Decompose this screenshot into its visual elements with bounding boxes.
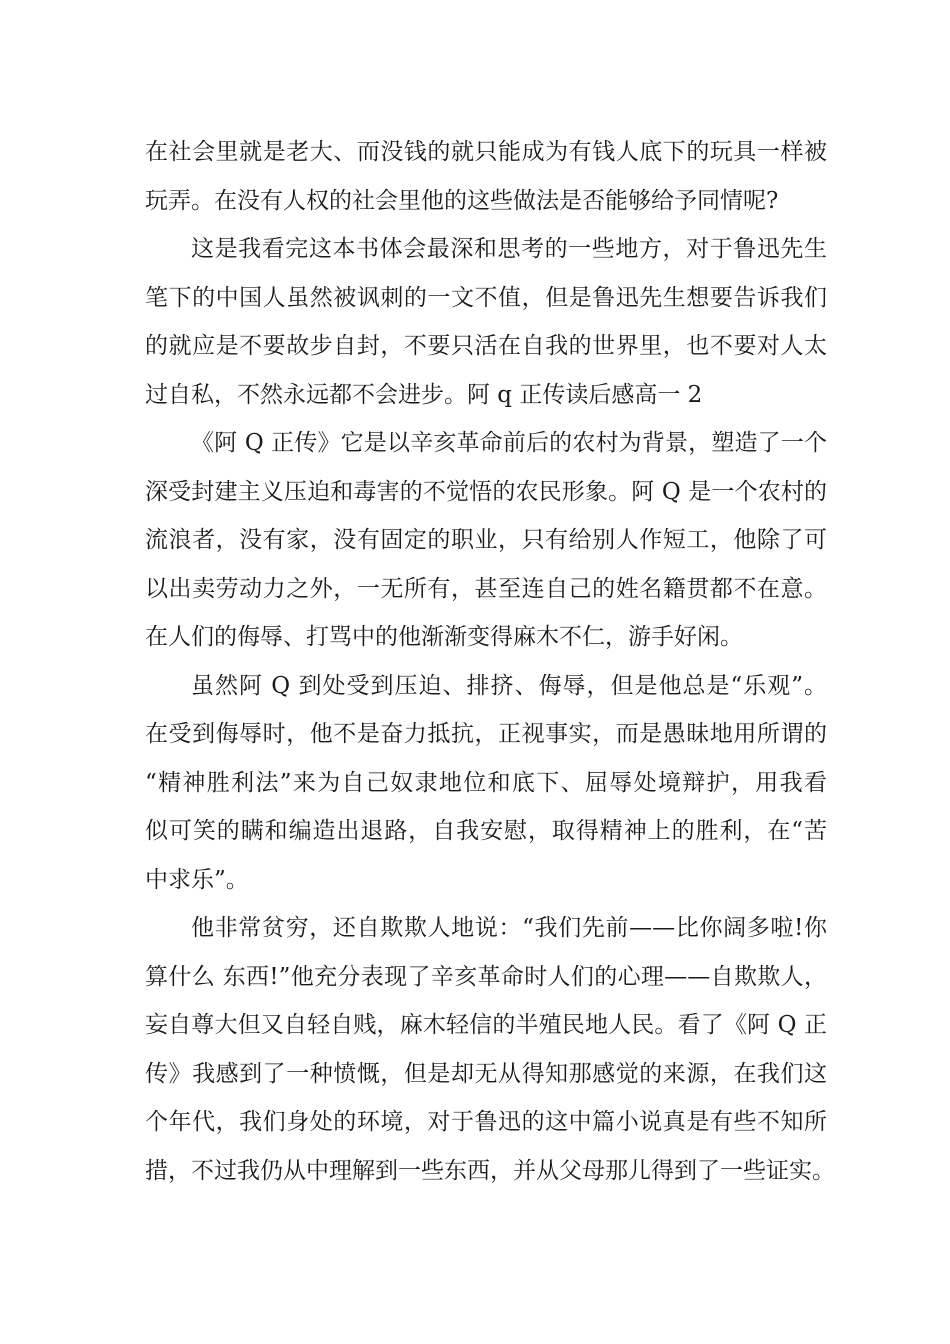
paragraph-5: [145, 904, 835, 1195]
text-line: 在社会里就是老大、而没钱的就只能成为有钱人底下的玩具一样被: [145, 139, 827, 165]
paragraph-1: [145, 128, 827, 225]
text-line: 流浪者，没有家，没有固定的职业，只有给别人作短工，他除了可: [145, 527, 827, 553]
text-line: 似可笑的瞒和编造出退路，自我安慰，取得精神上的胜利，在“苦: [145, 818, 827, 844]
text-line: 措，不过我仍从中理解到一些东西，并从父母那儿得到了一些证实。: [145, 1157, 835, 1184]
text-line: 虽然阿 Q 到处受到压迫、排挤、侮辱，但是他总是“乐观”。: [191, 672, 827, 699]
text-line: 妄自尊大但又自轻自贱，麻木轻信的半殖民地人民。看了《阿 Q 正: [145, 1012, 827, 1038]
text-line: 他非常贫穷，还自欺欺人地说：“我们先前——比你阔多啦!你: [191, 915, 827, 941]
text-line: 《阿 Q 正传》它是以辛亥革命前后的农村为背景，塑造了一个: [191, 430, 827, 456]
text-line: “精神胜利法”来为自己奴隶地位和底下、屈辱处境辩护，用我看: [145, 769, 827, 796]
text-line: 个年代，我们身处的环境，对于鲁迅的这中篇小说真是有些不知所: [145, 1109, 827, 1135]
text-line: 过自私，不然永远都不会进步。阿 q 正传读后感高一 2: [145, 381, 703, 408]
text-line: 这是我看完这本书体会最深和思考的一些地方，对于鲁迅先生: [191, 236, 827, 262]
paragraph-4: [145, 662, 827, 905]
body-text: [145, 128, 835, 1195]
text-line: 传》我感到了一种愤慨，但是却无从得知那感觉的来源，在我们这: [145, 1060, 827, 1087]
text-line: 中求乐”。: [145, 866, 249, 893]
text-line: 在人们的侮辱、打骂中的他渐渐变得麻木不仁，游手好闲。: [145, 624, 743, 650]
text-line: 玩弄。在没有人权的社会里他的这些做法是否能够给予同情呢?: [145, 187, 779, 214]
text-line: 算什么 东西!”他充分表现了辛亥革命时人们的心理——自欺欺人，: [145, 963, 827, 990]
text-line: 以出卖劳动力之外，一无所有，甚至连自己的姓名籍贯都不在意。: [145, 575, 827, 602]
text-line: 的就应是不要故步自封，不要只活在自我的世界里，也不要对人太: [145, 333, 827, 359]
text-line: 深受封建主义压迫和毒害的不觉悟的农民形象。阿 Q 是一个农村的: [145, 478, 827, 505]
paragraph-2: [145, 225, 827, 419]
text-line: 在受到侮辱时，他不是奋力抵抗，正视事实，而是愚昧地用所谓的: [145, 721, 827, 747]
text-line: 笔下的中国人虽然被讽刺的一文不值，但是鲁迅先生想要告诉我们: [145, 284, 827, 311]
paragraph-3: [145, 419, 827, 662]
